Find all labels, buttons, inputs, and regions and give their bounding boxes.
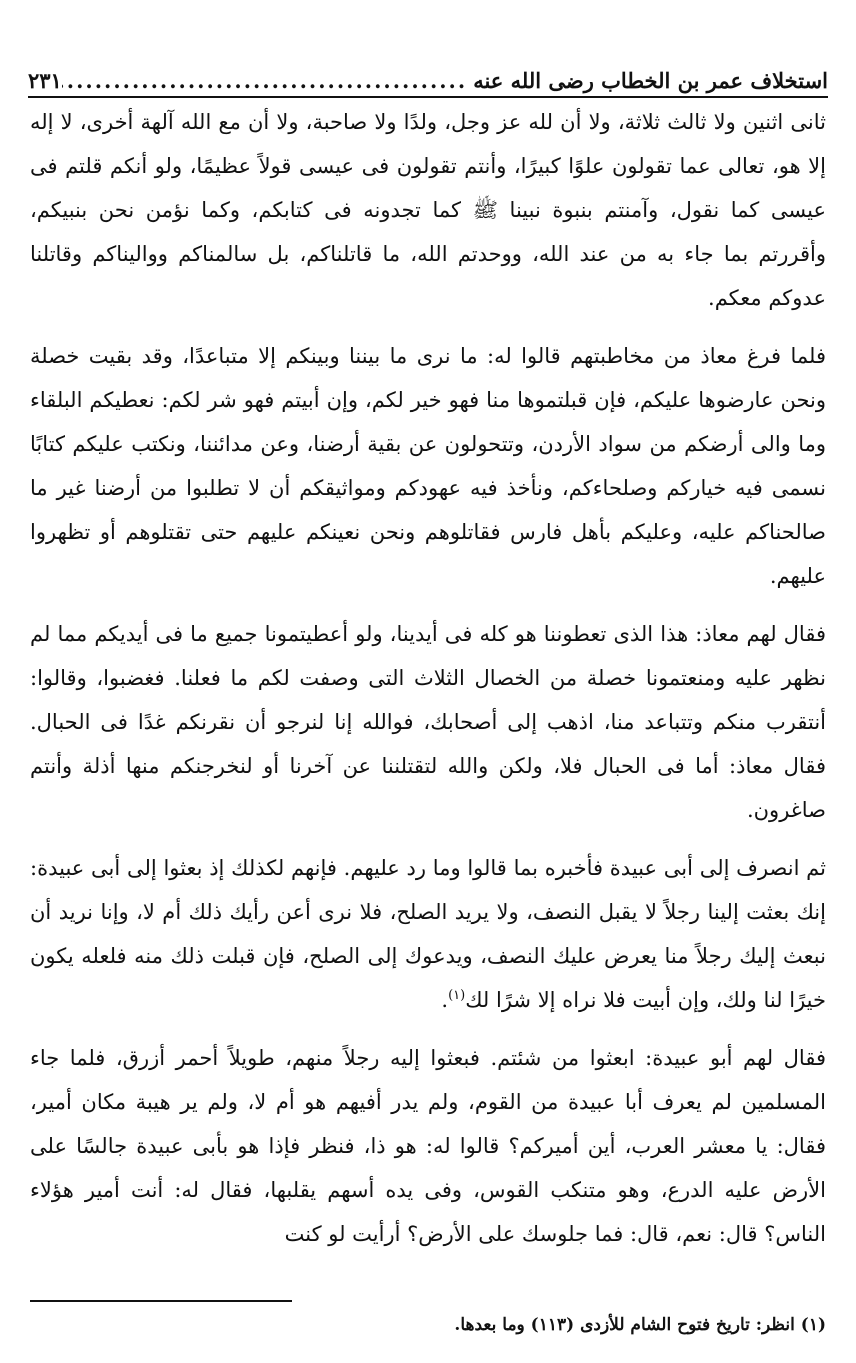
- footnote-divider: [30, 1300, 292, 1302]
- paragraph-4-text: ثم انصرف إلى أبى عبيدة فأخبره بما قالوا وما رد عليهم. فإنهم لكذلك إذ بعثوا إلى أبى عبيدة: إنك بعثت إلينا رجلاً لا يقبل النصف، ولا يريد الصلح، فلا نرى أعن رأيك ذلك أم لا، وإنا نريد أن نبعث إليك رجلاً منا يعرض عليك النصف، ويدعوك إلى الصلح، فإن قبلت ذلك منه فلعله يكون خيرًا لنا ولك، وإن أبيت فلا نراه إلا شرًا لك: [30, 856, 826, 1012]
- paragraph-4: ثم انصرف إلى أبى عبيدة فأخبره بما قالوا وما رد عليهم. فإنهم لكذلك إذ بعثوا إلى أبى عبيدة: إنك بعثت إلينا رجلاً لا يقبل النصف، ولا يريد الصلح، فلا نرى أعن رأيك ذلك أم لا، وإنا نريد أن نبعث إليك رجلاً منا يعرض عليك النصف، ويدعوك إلى الصلح، فإن قبلت ذلك منه فلعله يكون خيرًا لنا ولك، وإن أبيت فلا نراه إلا شرًا لك$^{(١)}$.: [30, 856, 826, 1012]
- paragraph-3: فقال لهم معاذ: هذا الذى تعطوننا هو كله فى أيدينا، ولو أعطيتمونا جميع ما فى أيديكم مما لم نظهر عليه ومنعتمونا خصلة من الخصال الثلاث التى وصفت لكم ما فعلنا. فغضبوا، وقالوا: أنتقرب منكم وتتباعد منا، اذهب إلى أصحابك، فوالله إنا لنرجو أن نقرنكم غدًا فى الحبال. فقال معاذ: أما فى الحبال فلا، ولكن والله لتقتلننا عن آخرنا أو لنخرجنكم منها أذلة وأنتم صاغرون.: [30, 622, 826, 822]
- page-body: [30, 100, 826, 1270]
- page-number: ٢٣١: [28, 68, 62, 93]
- chapter-title: استخلاف عمر بن الخطاب رضى الله عنه: [473, 68, 828, 93]
- footnote: (١) انظر: تاريخ فتوح الشام للأزدى (١١٣) وما بعدها.: [454, 1315, 826, 1335]
- footnote-reference[interactable]: (١): [448, 988, 466, 1003]
- paragraph-2: فلما فرغ معاذ من مخاطبتهم قالوا له: ما نرى ما بيننا وبينكم إلا متباعدًا، وقد بقيت خصلة ونحن عارضوها عليكم، فإن قبلتموها منا فهو خير لكم، وإن أبيتم فهو شر لكم: نعطيكم البلقاء وما والى أرضكم من سواد الأردن، وتتحولون عن بقية أرضنا، وعن مدائننا، ونكتب عليكم كتابًا نسمى فيه خياركم وصلحاءكم، ونأخذ فيه عهودكم ومواثيقكم أن لا تطلبوا من أرضنا غير ما صالحناكم عليه، وعليكم بأهل فارس فقاتلوهم ونحن نعينكم عليهم حتى تقتلوهم أو تظهروا عليهم.: [30, 344, 826, 588]
- leader-dots: [62, 66, 473, 96]
- paragraph-5: فقال لهم أبو عبيدة: ابعثوا من شئتم. فبعثوا إليه رجلاً منهم، طويلاً أحمر أزرق، فلما جاء المسلمين لم يعرف أبا عبيدة من القوم، ولم يدر أفيهم هو أم لا، ولم ير هيبة مكان أمير، فقال: يا معشر العرب، أين أميركم؟ قالوا له: هو ذا، فنظر فإذا هو بأبى عبيدة جالسًا على الأرض عليه الدرع، وهو متنكب القوس، وفى يده أسهم يقلبها، فقال له: أنت أمير هؤلاء الناس؟ قال: نعم، قال: فما جلوسك على الأرض؟ أرأيت لو كنت: [30, 1046, 826, 1246]
- running-header: [28, 52, 828, 98]
- paragraph-1: ثانى اثنين ولا ثالث ثلاثة، ولا أن لله عز وجل، ولدًا ولا صاحبة، ولا أن مع الله آلهة أخرى، لا إله إلا هو، تعالى عما تقولون علوًا كبيرًا، وأنتم تقولون فى عيسى قولاً عظيمًا، ولو أنكم قلتم فى عيسى كما نقول، وآمنتم بنبوة نبينا ﷺ كما تجدونه فى كتابكم، وكما نؤمن نحن بنبيكم، وأقررتم بما جاء به من عند الله، ووحدتم الله، ما قاتلناكم، بل سالمناكم وواليناكم وقاتلنا عدوكم معكم.: [30, 110, 826, 310]
